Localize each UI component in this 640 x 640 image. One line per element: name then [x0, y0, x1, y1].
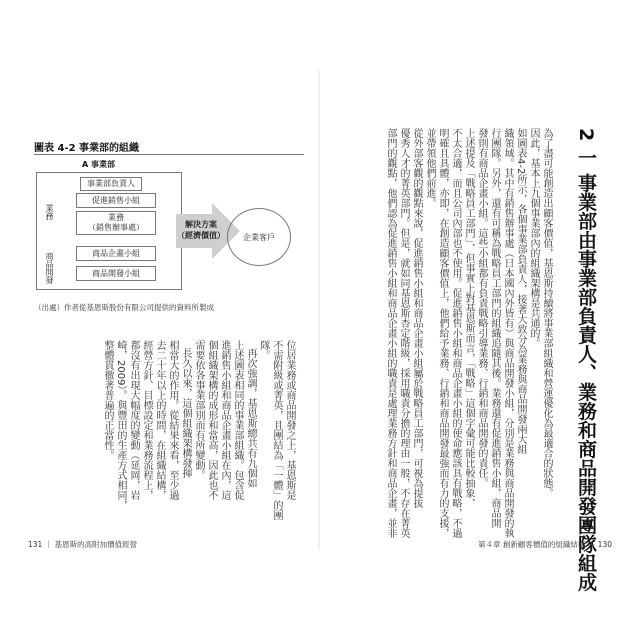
text-column: 都沒有出現大幅度的變動（延岡，岩 — [128, 340, 139, 500]
product-development-box: 商品開發小組 — [76, 266, 156, 281]
text-column: 行團隊。另外，還有可稱為戰略員工部門的組織追隨其後。業務還有促進銷售小組，商品開 — [489, 128, 500, 528]
text-column: 織領域。其中有銷售辦事處（日本國內外皆有）與商品開發小組，分別是業務與商品開發的執 — [502, 128, 513, 538]
chart-subtitle: A 事業部 — [82, 160, 115, 169]
sales-promotion-box: 促進銷售小組 — [76, 193, 156, 208]
text-column: 進銷售小組和商品企畫小組在內，這 — [219, 340, 230, 500]
text-column: 明確且具體，亦即，在創造顧客價值上，他們給予業務、行銷和商品開發最強而有力的支援， — [437, 128, 448, 538]
text-column: 發則有商品企畫小組。這些小組都有負責戰略引導業務、行銷和商品開發的責任。 — [476, 128, 487, 488]
text-column: 上述圖表相同的事業部組織。包含促 — [232, 340, 243, 500]
solution-arrow-label: 解決方案 （經濟價值） — [177, 220, 225, 240]
division-head-box: 事業部負責人 — [80, 177, 142, 191]
text-column: 隊。 — [258, 340, 269, 360]
text-column: 整體貫徹著普遍的正當性。 — [102, 340, 113, 460]
page-gutter — [318, 70, 320, 550]
text-column: 不需附級或菁英，且團結為「一體」的團 — [271, 340, 282, 520]
text-column: 為了盡可能創造出顧客價值，基恩斯持續將事業部組織和營運優化為最適合的狀態。 — [541, 128, 552, 498]
page-footer-right: 第４章 創新顧客價值的組織結構 ｜ 130 — [478, 540, 612, 549]
text-column: 崎，2009）。與豐田的生產方式相同， — [115, 340, 126, 511]
text-column: 部門的觀點，他們認為促進銷售小組和商品企畫小組的職責是處理業務方針和商品企畫，並非 — [385, 128, 396, 538]
text-column: 如圖表4-2所示，各個事業部負責人，接著大致分為業務與商品開發兩大組 — [515, 128, 526, 455]
sales-office-box: 業務 （銷售辦事處） — [76, 211, 156, 235]
chapter-heading: 2 一 事業部由事業部負責人、業務和商品開發團隊組成 — [575, 128, 597, 592]
text-column: 相當大的作用。從結果來看，至少過 — [167, 340, 178, 500]
source-note: （出處）作者從基恩斯股份有限公司提供的資料所製成 — [34, 303, 214, 312]
page-footer-left: 131 ｜ 基恩斯的高附加價值經營 — [28, 540, 138, 549]
text-column: 不太合適，而且公司內部也不使用。促進銷售小組和商品企畫小組的使命應該具有戰略，不過 — [450, 128, 461, 538]
text-column: 經營方針、目標設定和業務流程上， — [141, 340, 152, 500]
text-column: 個組織架構的成形和當高，因此也不 — [206, 340, 217, 500]
text-column: 位居業務或商品開發之上，基恩斯是 — [284, 340, 295, 500]
text-column: 再次強調，基恩斯總共有九個如 — [245, 348, 256, 488]
text-column: 因此，基本上九個事業部內的組織架構是共通的。 — [528, 128, 539, 348]
product-dev-label: 商品開發 — [45, 252, 54, 284]
text-column: 從外部客觀的觀點來說，促進銷售小組和商品企畫小組屬於戰略員工部門，可視為提拔 — [411, 128, 422, 508]
enterprise-client-circle: 企業客戶 — [227, 208, 291, 266]
text-column: 並帶領他們前進。 — [424, 128, 435, 208]
chart-title-rule — [34, 154, 304, 155]
product-planning-box: 商品企畫小組 — [76, 246, 156, 261]
text-column: 上述提及「戰略員工部門」，但事實上對基恩斯而言，「戰略」這個字彙可能比較抽象， — [463, 128, 474, 508]
sales-label: 業務 — [45, 204, 54, 220]
text-column: 長久以來，這個組織架構發揮 — [180, 348, 191, 478]
text-column: 去二十年以上的時間，在組織結構， — [154, 340, 165, 500]
chart-title: 圖表 4-2 事業部的組織 — [34, 143, 140, 154]
text-column: 優秀人才的菁英部門。但是，就如同基恩斯杏定階級，採用職責分擔的理由一般，不存在菁英 — [398, 128, 409, 538]
text-column: 需要依各事業部別而有所變動。 — [193, 340, 204, 480]
